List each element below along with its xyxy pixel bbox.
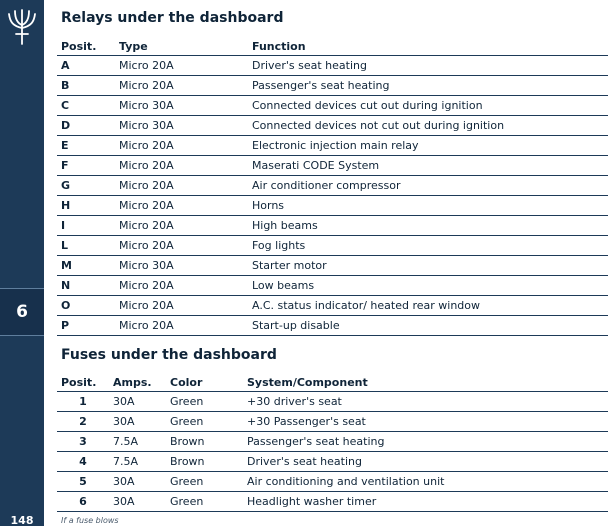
relays-cell-function: Maserati CODE System [248,156,608,176]
relays-cell-posit: A [57,56,115,76]
relays-cell-type: Micro 20A [115,236,248,256]
fuses-cell-amps: 30A [109,472,166,492]
relays-cell-function: Electronic injection main relay [248,136,608,156]
fuses-cell-posit: 3 [57,432,109,452]
relays-cell-type: Micro 30A [115,116,248,136]
fuses-cell-color: Brown [166,452,243,472]
fuses-cell-component: +30 driver's seat [243,392,608,412]
relays-table [57,37,608,336]
fuses-cell-color: Green [166,492,243,512]
fuses-cell-component: Air conditioning and ventilation unit [243,472,608,492]
relays-cell-type: Micro 20A [115,276,248,296]
relays-cell-function: Driver's seat heating [248,56,608,76]
relays-cell-type: Micro 20A [115,296,248,316]
relays-cell-function: Passenger's seat heating [248,76,608,96]
relays-cell-type: Micro 20A [115,156,248,176]
table-row [57,136,608,156]
table-row [57,296,608,316]
relays-cell-posit: F [57,156,115,176]
relays-cell-type: Micro 20A [115,56,248,76]
fuses-header-component: System/Component [243,373,608,392]
fuses-cell-amps: 30A [109,412,166,432]
table-row [57,56,608,76]
fuses-cell-color: Brown [166,432,243,452]
relays-cell-function: A.C. status indicator/ heated rear window [248,296,608,316]
relays-cell-function: Connected devices not cut out during ignition [248,116,608,136]
fuses-cell-posit: 4 [57,452,109,472]
relays-cell-type: Micro 20A [115,136,248,156]
table-row [57,392,608,412]
relays-cell-posit: C [57,96,115,116]
relays-title: Relays under the dashboard [61,10,284,26]
relays-cell-type: Micro 20A [115,76,248,96]
sidebar [0,0,44,526]
relays-cell-posit: N [57,276,115,296]
relays-cell-type: Micro 30A [115,256,248,276]
relays-header-type: Type [115,37,248,56]
relays-cell-type: Micro 30A [115,96,248,116]
relays-cell-function: Start-up disable [248,316,608,336]
table-row [57,256,608,276]
fuses-cell-posit: 2 [57,412,109,432]
table-row [57,432,608,452]
relays-cell-posit: I [57,216,115,236]
relays-cell-function: Low beams [248,276,608,296]
table-row [57,412,608,432]
table-row [57,236,608,256]
trident-logo-icon [5,8,39,48]
relays-cell-posit: M [57,256,115,276]
fuses-header-row [57,373,608,392]
relays-cell-function: Air conditioner compressor [248,176,608,196]
fuses-cell-color: Green [166,412,243,432]
relays-cell-function: Fog lights [248,236,608,256]
relays-cell-posit: B [57,76,115,96]
relays-cell-type: Micro 20A [115,316,248,336]
table-row [57,492,608,512]
fuses-cell-component: Headlight washer timer [243,492,608,512]
footer-caption: If a fuse blows [61,516,119,525]
relays-header-posit: Posit. [57,37,115,56]
fuses-cell-posit: 1 [57,392,109,412]
relays-cell-posit: P [57,316,115,336]
relays-cell-posit: O [57,296,115,316]
relays-cell-posit: E [57,136,115,156]
relays-header-function: Function [248,37,608,56]
relays-cell-function: Connected devices cut out during ignition [248,96,608,116]
fuses-cell-amps: 30A [109,492,166,512]
fuses-cell-amps: 7.5A [109,432,166,452]
table-row [57,452,608,472]
fuses-cell-component: +30 Passenger's seat [243,412,608,432]
fuses-header-color: Color [166,373,243,392]
page-number: 148 [10,514,34,527]
table-row [57,116,608,136]
relays-cell-type: Micro 20A [115,216,248,236]
chapter-tab: 6 [0,288,44,336]
fuses-title: Fuses under the dashboard [61,347,277,363]
relays-header-row [57,37,608,56]
relays-cell-function: High beams [248,216,608,236]
relays-cell-posit: D [57,116,115,136]
relays-cell-function: Horns [248,196,608,216]
fuses-cell-color: Green [166,392,243,412]
fuses-cell-color: Green [166,472,243,492]
table-row [57,316,608,336]
fuses-table [57,373,608,512]
relays-cell-posit: G [57,176,115,196]
table-row [57,156,608,176]
table-row [57,216,608,236]
table-row [57,176,608,196]
table-row [57,276,608,296]
relays-cell-function: Starter motor [248,256,608,276]
fuses-cell-component: Driver's seat heating [243,452,608,472]
table-row [57,76,608,96]
fuses-header-amps: Amps. [109,373,166,392]
fuses-header-posit: Posit. [57,373,109,392]
relays-cell-posit: H [57,196,115,216]
fuses-cell-posit: 5 [57,472,109,492]
fuses-cell-component: Passenger's seat heating [243,432,608,452]
relays-cell-type: Micro 20A [115,196,248,216]
fuses-cell-amps: 30A [109,392,166,412]
fuses-cell-posit: 6 [57,492,109,512]
table-row [57,96,608,116]
table-row [57,472,608,492]
relays-cell-type: Micro 20A [115,176,248,196]
fuses-cell-amps: 7.5A [109,452,166,472]
table-row [57,196,608,216]
relays-cell-posit: L [57,236,115,256]
